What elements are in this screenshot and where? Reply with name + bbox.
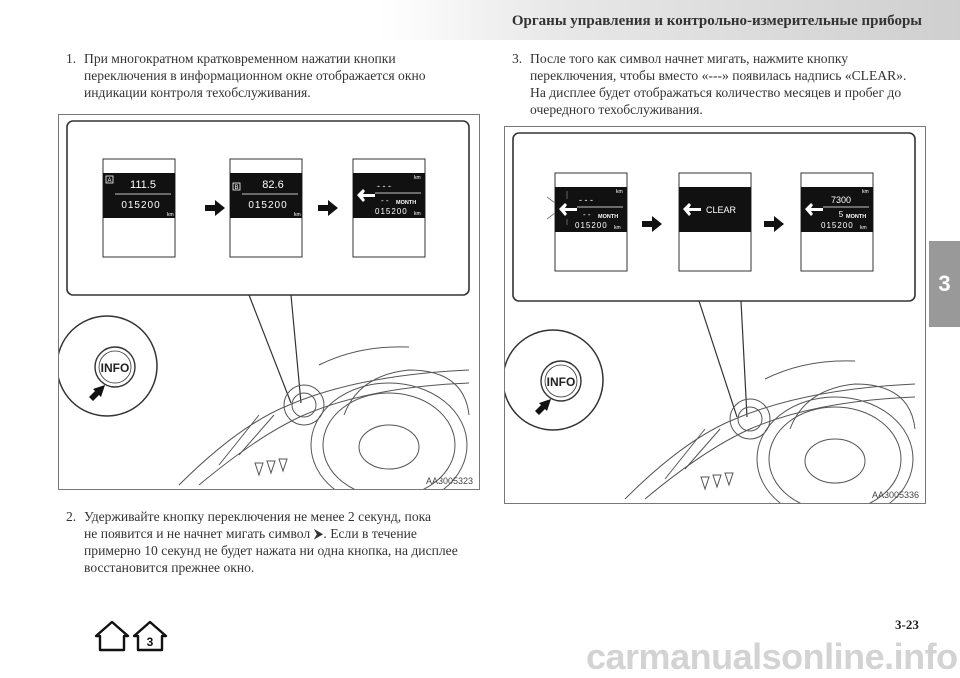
step-3-line: переключения, чтобы вместо «---» появилась надпись «CLEAR». (530, 68, 907, 83)
step-1-line: переключения в информационном окне отображается окно (84, 68, 426, 83)
unit-label: km (616, 189, 623, 195)
step-3 (512, 50, 932, 118)
odometer-value: 015200 (375, 207, 408, 216)
step-3-line: очередного техобслуживания. (530, 102, 703, 117)
step-2-line: не появится и не начнет мигать символ ⮞. Если в течение (84, 526, 417, 541)
step-2-line: примерно 10 секунд не будет нажата ни одна кнопка, на дисплее (84, 543, 458, 558)
chapter-home-number: 3 (146, 635, 154, 649)
unit-label: km (614, 225, 621, 231)
header-bar (380, 0, 960, 40)
odometer-value: 015200 (575, 221, 608, 230)
step-2 (66, 508, 486, 576)
chapter-home-icon[interactable] (134, 622, 166, 650)
step-1-line: При многократном кратковременном нажатии кнопки (84, 51, 396, 66)
month-label: MONTH (598, 214, 619, 220)
figure-2-illustration (505, 127, 925, 503)
home-icon[interactable] (96, 622, 128, 650)
chapter-tab[interactable]: 3 (929, 241, 960, 327)
step-1-number: 1. (66, 51, 77, 66)
unit-label: km (414, 211, 421, 217)
figure-1-code: AA3005323 (425, 476, 473, 486)
month-label: MONTH (396, 200, 417, 206)
step-2-line: Удерживайте кнопку переключения не менее 2 секунд, пока (84, 509, 432, 524)
nav-icons (92, 618, 172, 659)
month-dashes: - - (381, 196, 389, 205)
dashboard-illustration (625, 361, 915, 503)
figure-1 (58, 114, 480, 490)
month-label: MONTH (846, 214, 867, 220)
distance-dashes: - - - (377, 181, 391, 191)
odometer-value: 015200 (248, 200, 288, 211)
step-1-line: индикации контроля техобслуживания. (84, 85, 311, 100)
info-button-label[interactable]: INFO (100, 361, 130, 375)
trip-value: 111.5 (130, 179, 156, 191)
unit-label: km (167, 212, 174, 218)
page-header-title: Органы управления и контрольно-измерительные приборы (511, 13, 922, 29)
dashboard-illustration (179, 347, 469, 489)
step-3-line: На дисплее будет отображаться количество месяцев и пробег до (530, 85, 902, 100)
figure-1-illustration (59, 115, 479, 489)
display-screen-service-result (801, 173, 873, 271)
distance-dashes: - - - (579, 195, 593, 205)
service-months-value: 5 (838, 210, 844, 219)
info-button-label[interactable]: INFO (546, 375, 576, 389)
clear-label: CLEAR (705, 205, 737, 215)
display-screen-trip-a (103, 159, 175, 257)
month-dashes: - - (583, 210, 591, 219)
figure-2-code: AA3005336 (871, 490, 919, 500)
display-screen-service (353, 159, 425, 257)
odometer-value: 015200 (121, 200, 161, 211)
unit-label: km (860, 225, 867, 231)
display-screen-trip-b (230, 159, 302, 257)
watermark: carmanualsonline.info (586, 636, 958, 677)
trip-marker: A (107, 178, 112, 184)
step-2-number: 2. (66, 509, 77, 524)
step-3-number: 3. (512, 51, 523, 66)
step-1 (66, 50, 486, 101)
figure-2 (504, 126, 926, 504)
unit-label: km (862, 189, 869, 195)
display-screen-service-blinking (547, 173, 627, 271)
display-screen-clear (679, 173, 751, 271)
step-2-line: восстановится прежнее окно. (84, 560, 255, 575)
service-distance-value: 7300 (830, 195, 852, 205)
trip-marker: B (234, 185, 239, 191)
step-3-line: После того как символ начнет мигать, нажмите кнопку (530, 51, 849, 66)
page-number: 3-23 (895, 617, 919, 632)
unit-label: km (414, 175, 421, 181)
unit-label: km (294, 212, 301, 218)
odometer-value: 015200 (821, 221, 854, 230)
trip-value: 82.6 (262, 179, 284, 191)
